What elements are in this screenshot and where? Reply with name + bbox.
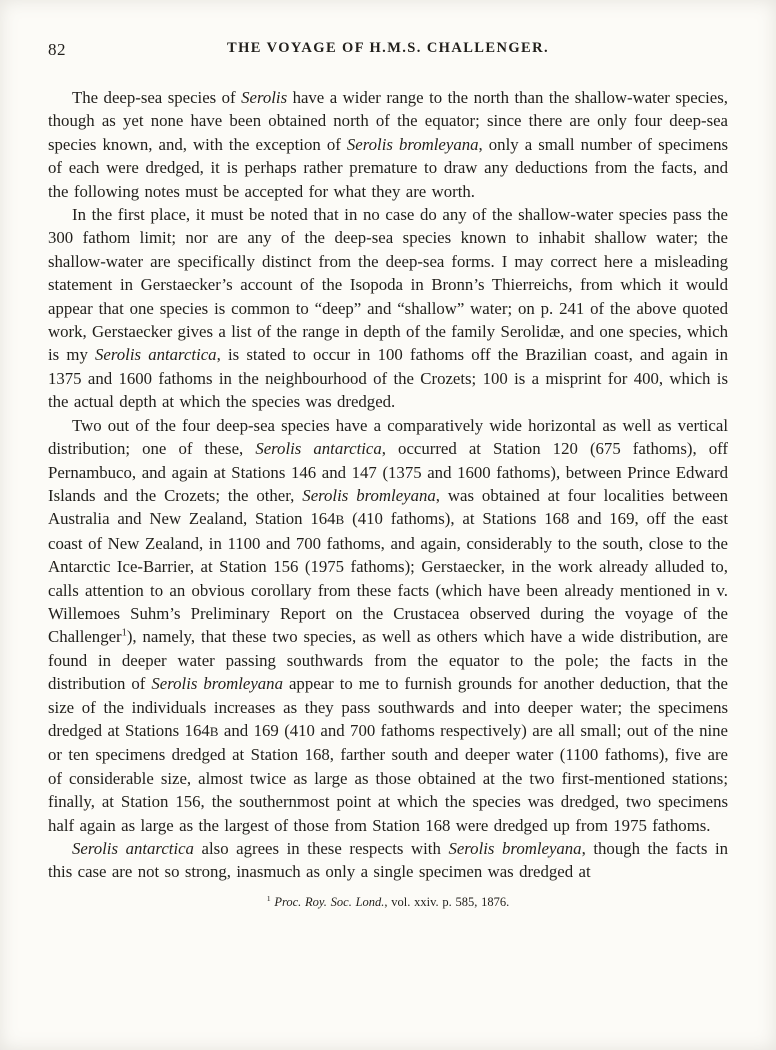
text-segment: , occurred at Station 120 (675 fathoms), off Pernambuco, and again at Stations 146 and 147 (1375 and 1600 fathoms), between Prince Edward Islands and the Crozets; the other, bbox=[48, 439, 729, 505]
text-segment: Serolis antarctica bbox=[95, 345, 217, 365]
paragraph bbox=[48, 414, 728, 837]
text-segment: Serolis bromleyana bbox=[346, 134, 479, 154]
text-segment: The deep-sea species of bbox=[72, 88, 242, 107]
text-segment: also agrees in these respects with bbox=[193, 839, 449, 858]
text-segment: Serolis antarctica bbox=[72, 839, 194, 858]
paragraph bbox=[48, 203, 728, 414]
paragraph bbox=[48, 837, 728, 884]
text-segment: Two out of the four deep-sea species have a comparatively wide horizontal as well as vertical distribution; one of these, bbox=[48, 415, 728, 459]
running-title: THE VOYAGE OF H.M.S. CHALLENGER. bbox=[227, 40, 549, 56]
text-segment: Serolis bbox=[241, 88, 288, 107]
text-segment: In the first place, it must be noted that in no case do any of the shallow-water species pass the 300 fathom limit; nor are any of the deep-sea species known to inhabit shallow water; the shallow-water are specifically distinct from the deep-sea forms. I may correct here a misleading statement in Gerstaecker’s account of the Isopoda in Bronn’s Thierreichs, from which it would appear that one species is common to “deep” and “shallow” water; on p. 241 of the above quoted work, Gerstaecker gives a list of the range in depth of the family Serolidæ, and one species, which is my bbox=[48, 205, 728, 365]
text-segment: and 169 (410 and 700 fathoms respectively) are all small; out of the nine or ten specimens dredged at Station 168, farther south and deeper water (1100 fathoms), five are of considerable size, almost twice as large as those obtained at the two first-mentioned stations; finally, at Station 156, the southernmost point at which the species was dredged, two specimens half again as large as the largest of those from Station 168 were dredged up from 1975 fathoms. bbox=[48, 720, 728, 835]
text-segment: , was obtained at four localities between Australia and New Zealand, Station 164 bbox=[48, 485, 728, 529]
footnote-reference: 1 bbox=[266, 893, 271, 903]
text-segment: Proc. Roy. Soc. Lond. bbox=[274, 894, 385, 909]
page-number: 82 bbox=[48, 40, 66, 59]
text-segment: , only a small number of specimens of each were dredged, it is perhaps rather premature to draw any deductions from the facts, and the following notes must be accepted for what they are worth. bbox=[48, 134, 728, 201]
paragraph bbox=[48, 86, 728, 203]
text-segment: Serolis antarctica bbox=[255, 439, 382, 459]
text-segment: , vol. xxiv. p. 585, 1876. bbox=[384, 894, 510, 909]
text-segment: Serolis bromleyana bbox=[302, 485, 436, 505]
text-segment: , is stated to occur in 100 fathoms off the Brazilian coast, and again in 1375 and 1600 fathoms in the neighbourhood of the Crozets; 100 is a misprint for 400, which is the actual depth at which the species was dredged. bbox=[48, 345, 728, 412]
text-segment: Serolis bromleyana bbox=[448, 839, 582, 858]
running-head bbox=[48, 40, 728, 62]
body-paragraphs bbox=[48, 86, 728, 884]
text-segment: appear to me to furnish grounds for another deduction, that the size of the individuals increases as they pass southwards and into deeper water; the specimens dredged at Stations 164 bbox=[48, 674, 729, 740]
text-segment: have a wider range to the north than the shallow-water species, though as yet none have been obtained north of the equator; since there are only four deep-sea species known, and, with the exception of bbox=[48, 88, 728, 154]
text-segment: ), namely, that these two species, as well as others which have a wide distribution, are found in deeper water passing southwards from the equator to the pole; the facts in the distribution of bbox=[48, 627, 728, 694]
footnote bbox=[48, 895, 728, 910]
text-segment: (410 fathoms), at Stations 168 and 169, off the east coast of New Zealand, in 1100 and 700 fathoms, and again, considerably to the south, close to the Antarctic Ice-Barrier, at Station 156 (1975 fathoms); Gerstaecker, in the work already alluded to, calls attention to an obvious corollary from these facts (which have been already mentioned in v. Willemoes Suhm’s Preliminary Report on the Crustacea observed during the voyage of the Challenger bbox=[48, 509, 728, 647]
text-segment: B bbox=[209, 723, 219, 739]
footnote-reference: 1 bbox=[121, 627, 127, 639]
text-segment: B bbox=[335, 512, 345, 528]
text-segment: Serolis bromleyana bbox=[151, 674, 283, 694]
text-segment: , though the facts in this case are not so strong, inasmuch as only a single specimen was dredged at bbox=[48, 839, 729, 882]
